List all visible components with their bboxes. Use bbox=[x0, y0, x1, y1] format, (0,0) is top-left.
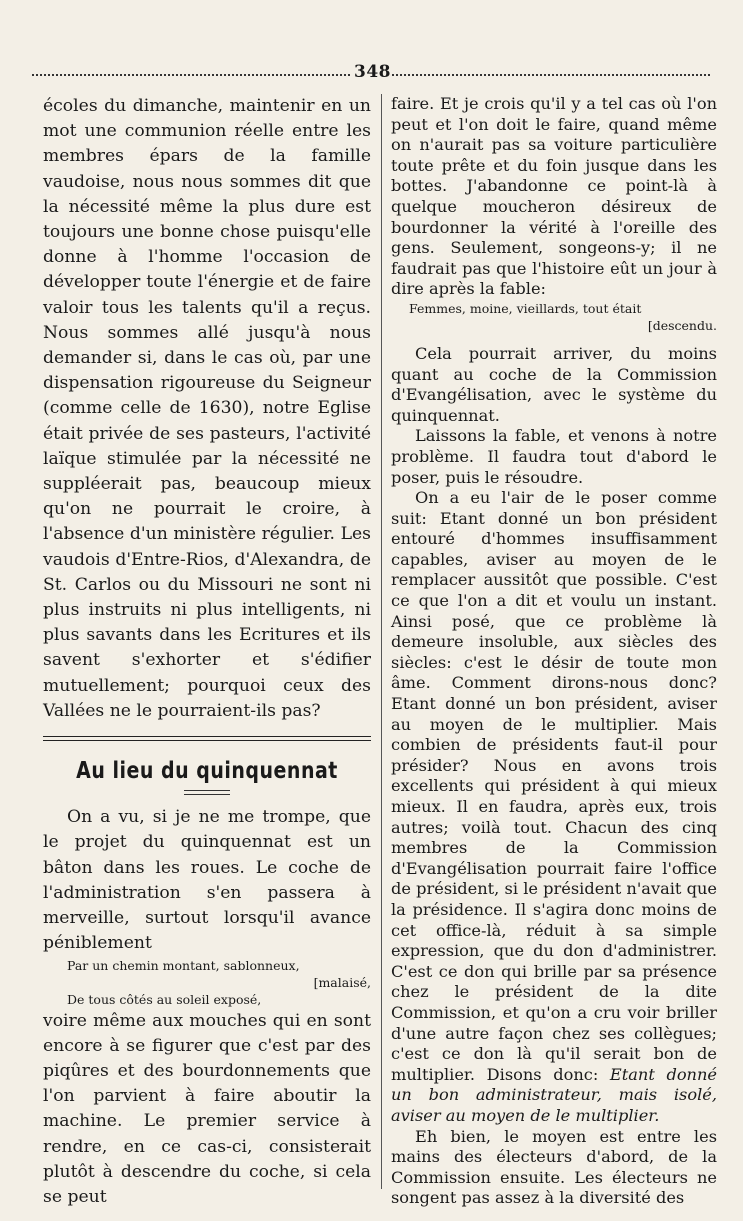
verse-line-2: De tous côtés au soleil exposé, bbox=[67, 991, 262, 1007]
right-paragraph-1: faire. Et je crois qu'il y a tel cas où l'on peut et l'on doit le faire, quand même on n'aurait pas sa voiture particulière toute prête et du foin jusque dans les bottes. J'abandonne ce point-là à quelque moucheron désireux de bourdonner la vérité à l'oreille des gens. Seulement, songeons-y; il ne faudrait pas que l'histoire eût un jour à dire après la fable: bbox=[391, 94, 717, 299]
left-column bbox=[43, 94, 371, 1210]
section-separator bbox=[43, 736, 371, 741]
right-paragraph-5: Eh bien, le moyen est entre les mains des électeurs d'abord, de la Commission ensuite. Les électeurs ne songent pas assez à la diversité des bbox=[391, 1126, 717, 1208]
header-rule-left bbox=[32, 74, 350, 76]
right-column bbox=[391, 94, 717, 1209]
right-paragraph-4-text: On a eu l'air de le poser comme suit: Etant donné un bon président entouré d'hommes insuffisamment capables, aviser au moyen de le remplacer aussitôt que possible. C'est ce que l'on a dit et voulu un instant. Ainsi posé, que ce problème là demeure insoluble, aux siècles des siècles: c'est le désir de toute mon âme. Comment dirons-nous donc? Etant donné un bon président, aviser au moyen de le multiplier. Mais combien de présidents faut-il pour présider? Nous en avons trois excellents qui président à qui mieux mieux. Il en faudra, après eux, trois autres; voilà tout. Chacun des cinq membres de la Commission d'Evangélisation pourrait faire l'office de président, si le président n'avait que la présidence. Il s'agira donc moins de cet office-là, réduit à sa simple expression, que du don d'administrer. C'est ce don qui brille par sa présence chez le président de la dite Commission, et qu'on a cru voir briller d'une autre façon chez ses collègues; c'est ce don là qu'il serait bon de multiplier. Disons donc: bbox=[391, 488, 717, 1084]
right-paragraph-3: Laissons la fable, et venons à notre problème. Il faudra tout d'abord le poser, puis le résoudre. bbox=[391, 426, 717, 487]
left-paragraph-2: On a vu, si je ne me trompe, que le projet du quinquennat est un bâton dans les roues. Le coche de l'administration s'en passera à merveille, surtout lorsqu'il avance péniblement bbox=[43, 807, 371, 954]
right-paragraph-2: Cela pourrait arriver, du moins quant au coche de la Commission d'Evangélisation, avec le système du quinquennat. bbox=[391, 343, 717, 425]
left-paragraph-1: écoles du dimanche, maintenir en un mot une communion réelle entre les membres épars de la famille vaudoise, nous nous sommes dit que la nécessité même la plus dure est toujours une bonne chose puisqu'elle donne à l'homme l'occasion de développer toute l'énergie et de faire valoir tous les talents qu'il a reçus. Nous sommes allé jusqu'à nous demander si, dans le cas où, par une dispensation rigoureuse du Seigneur (comme celle de 1630), notre Eglise était privée de ses pasteurs, l'activité laïque stimulée par la nécessité ne suppléerait pas, beaucoup mieux qu'on ne pourrait le croire, à l'absence d'un ministère régulier. Les vaudois d'Entre-Rios, d'Alexandra, de St. Carlos ou du Missouri ne sont ni plus instruits ni plus intelligents, ni plus savants dans les Ecritures et ils savent s'exhorter et s'édifier mutuellement; pourquoi ceux des Vallées ne le pourraient-ils pas? bbox=[43, 96, 371, 721]
page-number: 348 bbox=[354, 62, 391, 82]
column-divider bbox=[381, 94, 382, 1189]
fable-quote-continuation: [descendu. bbox=[647, 317, 717, 333]
section-title: Au lieu du quinquennat bbox=[76, 757, 338, 785]
header-rule-right bbox=[392, 74, 710, 76]
verse-line-1-continuation: [malaisé, bbox=[313, 974, 371, 990]
right-paragraph-4-italic: Etant donné un bon administrateur, mais isolé, aviser au moyen de le multiplier. bbox=[391, 1064, 717, 1125]
fable-quote-line: Femmes, moine, vieillards, tout était bbox=[409, 300, 642, 316]
left-paragraph-3: voire même aux mouches qui en sont encore à se figurer que c'est par des piqûres et des bourdonnements que l'on parvient à faire aboutir la machine. Le premier service à rendre, en ce cas-ci, consisterait plutôt à descendre du coche, si cela se peut bbox=[43, 1010, 371, 1207]
right-paragraph-4 bbox=[391, 488, 717, 1126]
title-underline bbox=[184, 790, 230, 795]
spacer bbox=[391, 334, 717, 344]
page-header bbox=[32, 62, 710, 82]
verse-line-1: Par un chemin montant, sablonneux, bbox=[67, 957, 300, 973]
